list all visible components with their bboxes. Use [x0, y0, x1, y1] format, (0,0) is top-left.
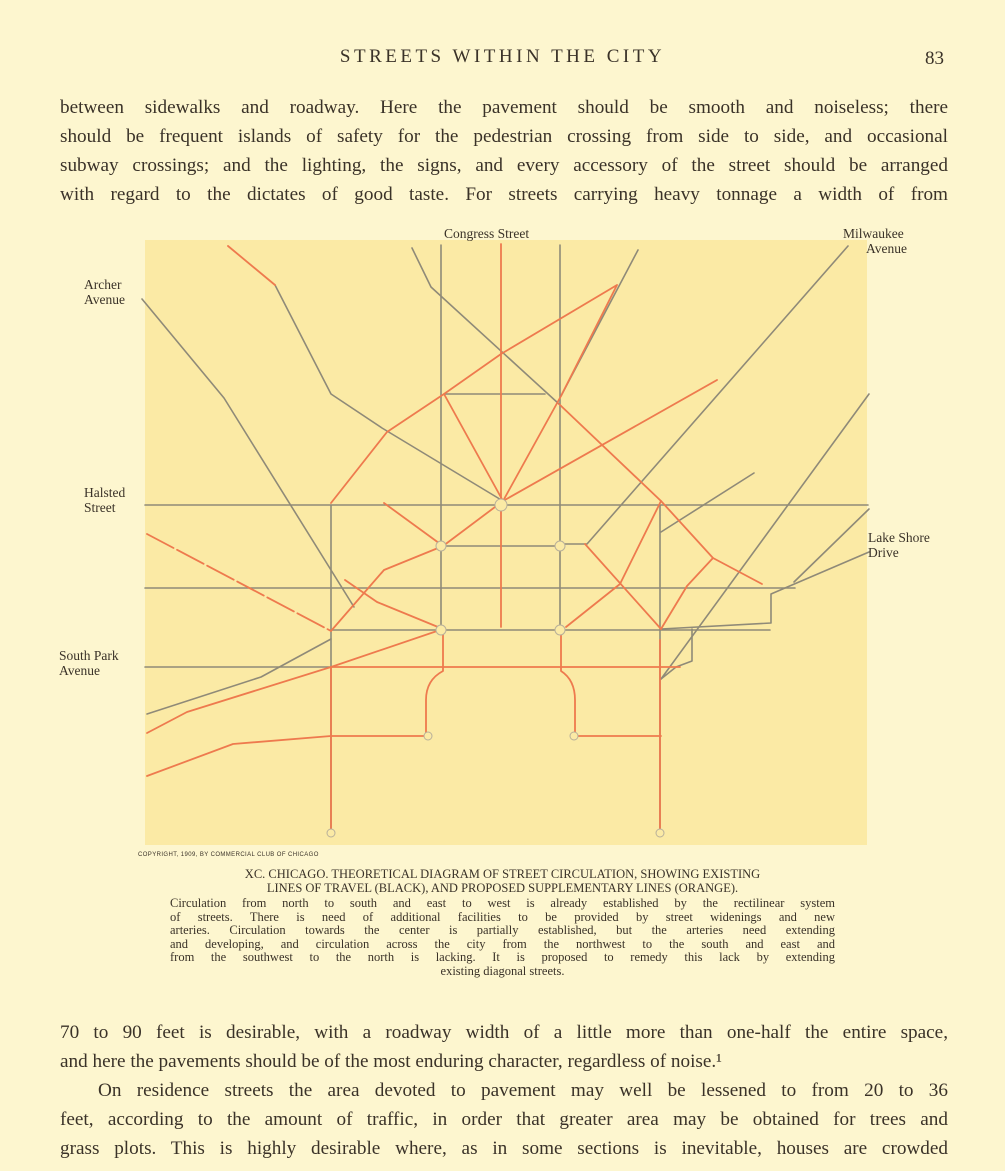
label-milwaukee-1: Milwaukee	[843, 226, 904, 241]
page-number: 83	[925, 48, 944, 69]
label-archer-1: Archer	[84, 277, 122, 292]
text-line: should be frequent islands of safety for the pedestrian crossing from side to side, and occasional	[60, 126, 948, 147]
caption-line: arteries. Circulation towards the center is partially established, but the arteries need extending	[170, 923, 835, 938]
label-lakeshore-2: Drive	[868, 545, 899, 560]
text-line: and here the pavements should be of the most enduring character, regardless of noise.¹	[60, 1051, 722, 1072]
label-lakeshore-1: Lake Shore	[868, 530, 930, 545]
running-head: STREETS WITHIN THE CITY	[339, 46, 666, 67]
caption-line: of streets. There is need of additional facilities to be provided by street widenings and new	[170, 909, 835, 924]
label-halsted-1: Halsted	[84, 485, 126, 500]
existing-lines	[142, 245, 869, 835]
text-line: On residence streets the area devoted to pavement may well be lessened to from 20 to 36	[98, 1080, 948, 1101]
caption-title-line: XC. CHICAGO. THEORETICAL DIAGRAM OF STREET CIRCULATION, SHOWING EXISTING	[244, 867, 761, 881]
caption-title-line: LINES OF TRAVEL (BLACK), AND PROPOSED SUPPLEMENTARY LINES (ORANGE).	[266, 881, 739, 895]
paragraph-residence-streets	[60, 1076, 948, 1163]
text-line: grass plots. This is highly desirable where, as in some sections is inevitable, houses are crowded	[60, 1138, 948, 1159]
text-line: with regard to the dictates of good taste. For streets carrying heavy tonnage a width of from	[60, 184, 948, 205]
junction-circles	[327, 499, 664, 837]
caption-line: existing diagonal streets.	[440, 963, 565, 978]
caption-line: Circulation from north to south and east to west is already established by the rectilinear system	[170, 896, 835, 910]
text-line: subway crossings; and the lighting, the signs, and every accessory of the street should be arranged	[60, 155, 948, 176]
label-congress-street: Congress Street	[444, 226, 530, 241]
paragraph-after-figure	[60, 1018, 948, 1076]
figure-caption-body	[170, 897, 835, 979]
label-archer-2: Avenue	[84, 292, 125, 307]
proposed-lines	[147, 244, 762, 835]
label-halsted-2: Street	[84, 500, 116, 515]
text-line: feet, according to the amount of traffic, in order that greater area may be obtained for trees and	[60, 1109, 948, 1130]
label-southpark-1: South Park	[59, 648, 119, 663]
figure-caption-title	[170, 867, 835, 895]
caption-line: and developing, and circulation across the city from the northwest to the south and east and	[170, 936, 835, 951]
label-southpark-2: Avenue	[59, 663, 100, 678]
caption-line: from the southwest to the north is lacking. It is proposed to remedy this lack by extending	[170, 950, 835, 965]
label-milwaukee-2: Avenue	[866, 241, 907, 256]
copyright-notice: COPYRIGHT, 1909, BY COMMERCIAL CLUB OF CHICAGO	[138, 852, 319, 858]
text-line: 70 to 90 feet is desirable, with a roadway width of a little more than one-half the entire space,	[60, 1022, 948, 1043]
text-line: between sidewalks and roadway. Here the pavement should be smooth and noiseless; there	[60, 97, 948, 118]
